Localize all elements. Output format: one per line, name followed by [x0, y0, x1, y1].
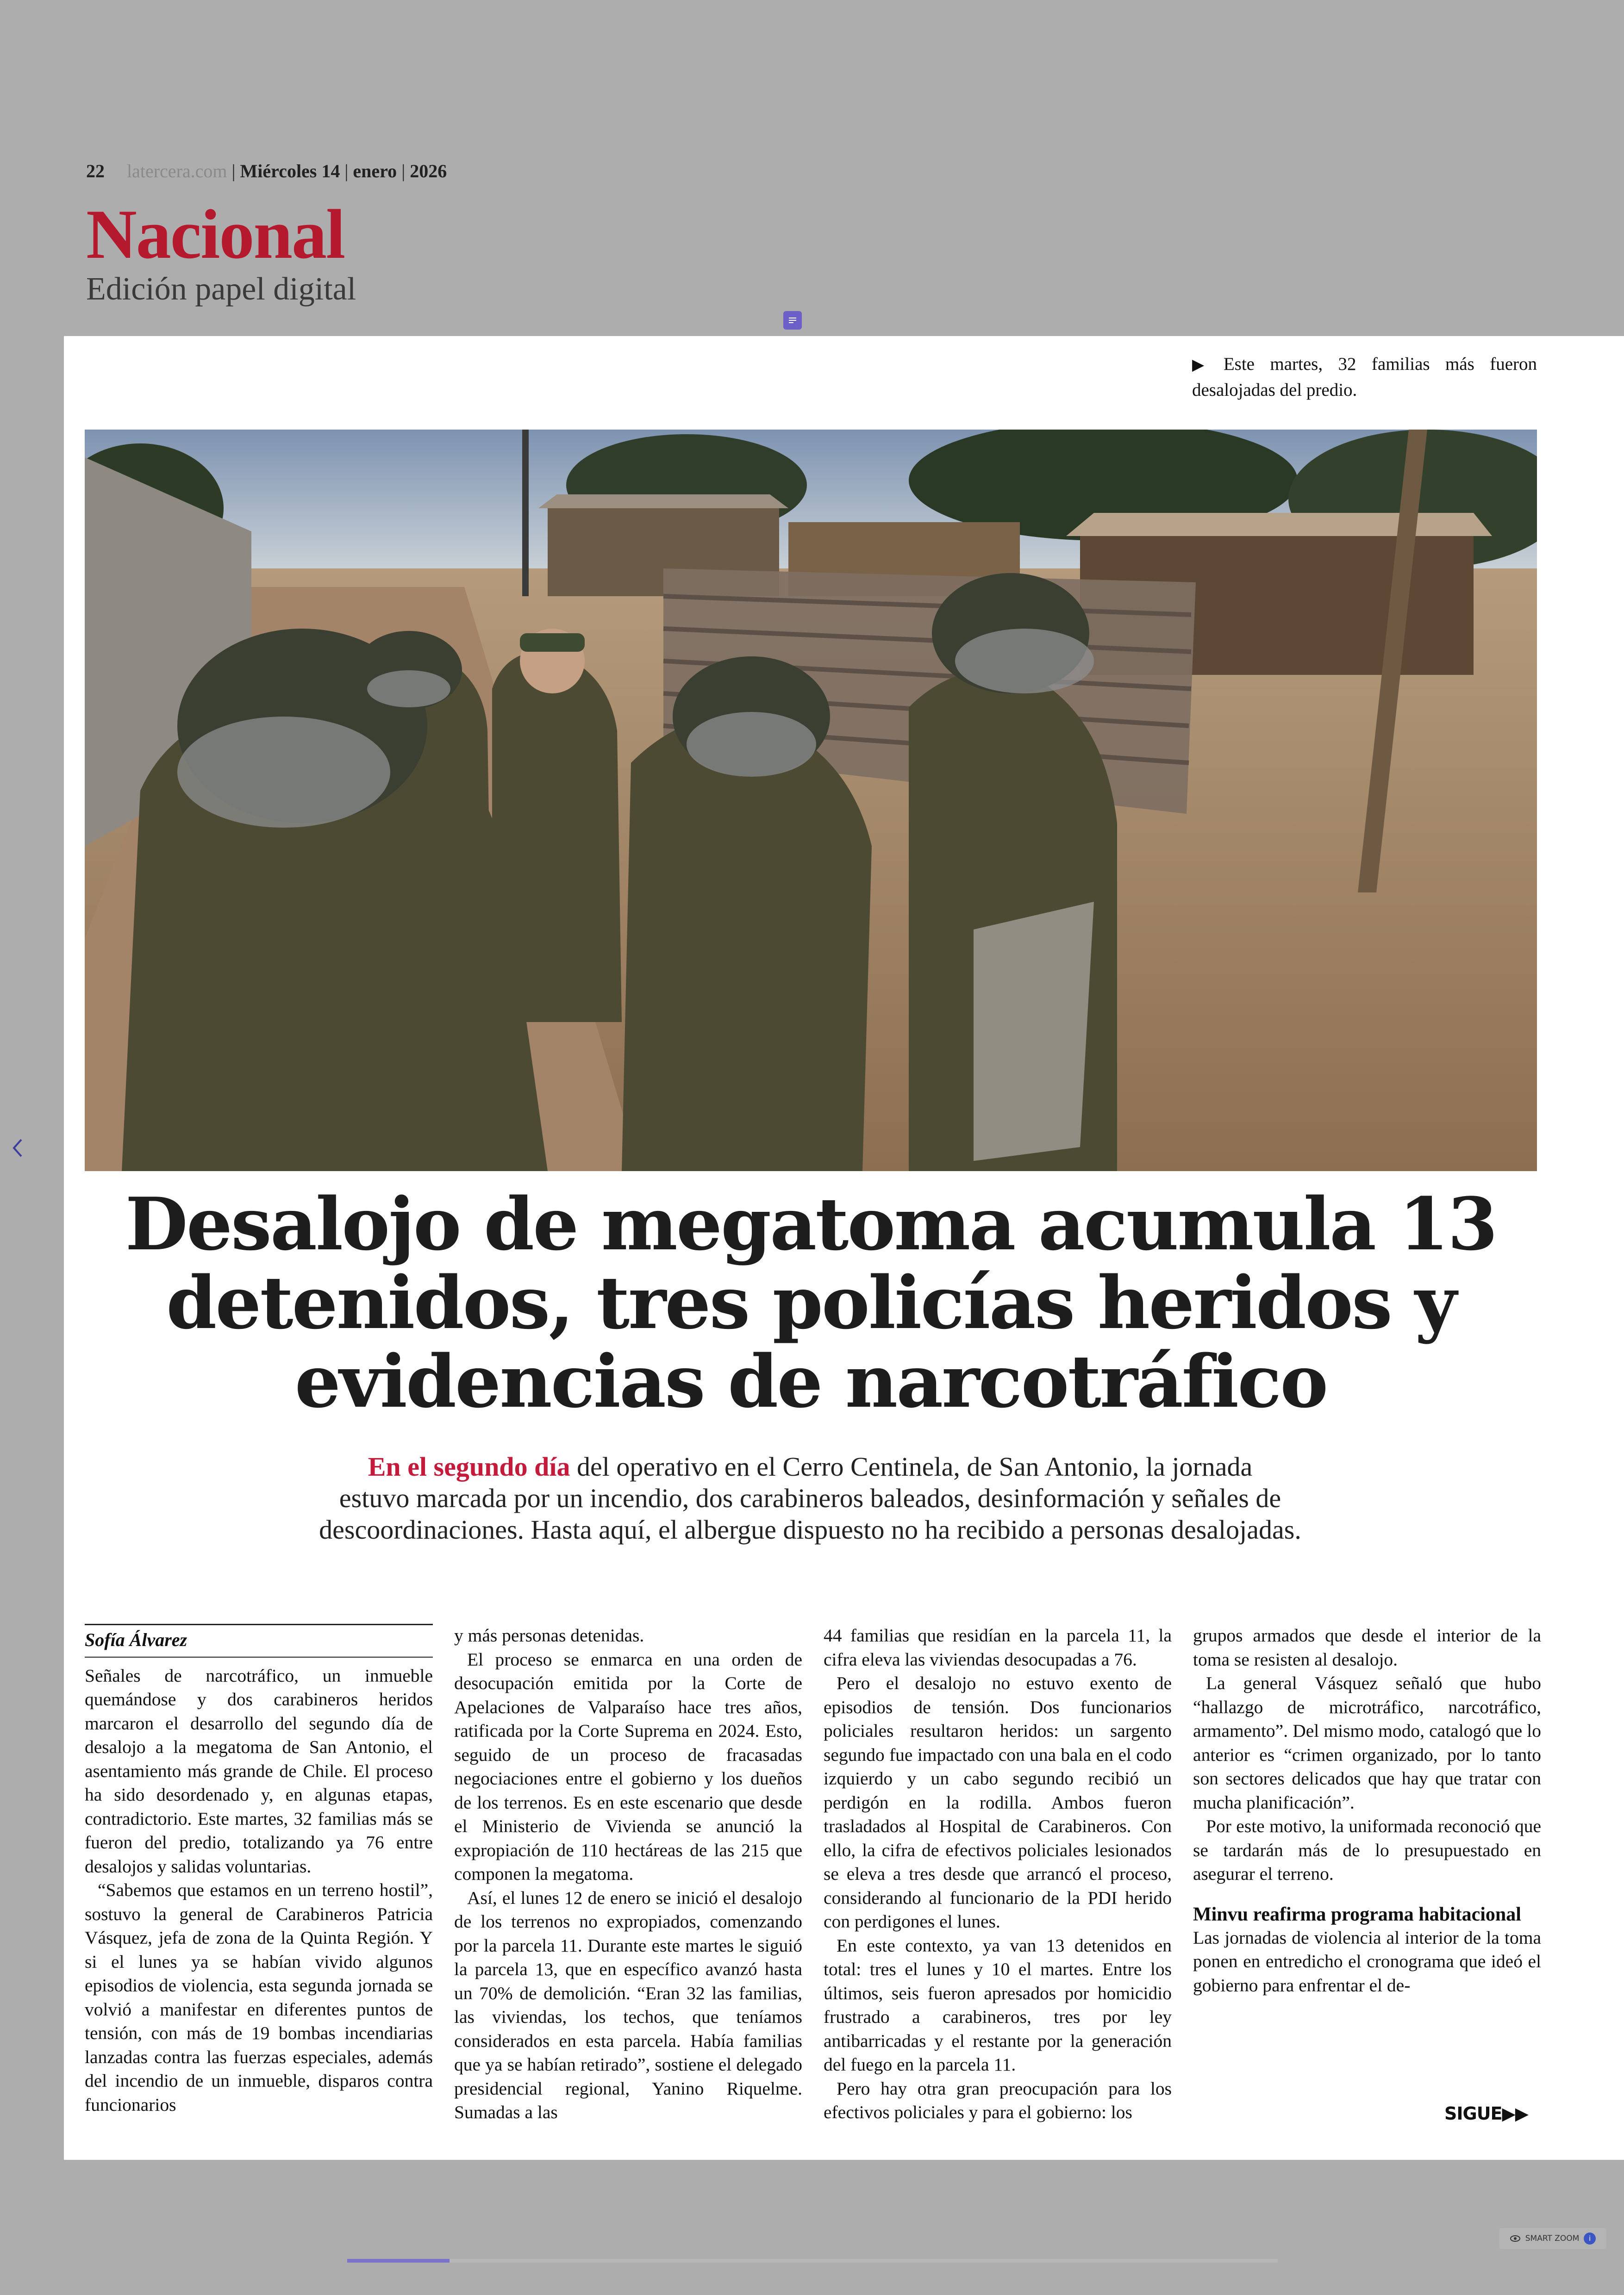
paragraph: Las jornadas de violencia al interior de la toma ponen en entredicho el cronograma que ideó el gobierno para enfrentar el de-: [1193, 1927, 1541, 1996]
paragraph: Señales de narcotráfico, un inmueble quemándose y dos carabineros heridos marcaron el desarrollo del segundo día de desalojo a la megatoma de San Antonio, el asentamiento más grande de Chile. El proceso ha sido desordenado y, en algunas etapas, contradictorio. Este martes, 32 familias más se fueron del predio, totalizando ya 76 entre desalojos y salidas voluntarias.: [85, 1665, 433, 1877]
lede-lead-in: En el segundo día: [368, 1452, 570, 1482]
lede-line-2: estuvo marcada por un incendio, dos carabineros baleados, desinformación y señales de: [339, 1483, 1281, 1513]
paragraph: grupos armados que desde el interior de la toma se resisten al desalojo.: [1193, 1625, 1541, 1670]
paragraph: Pero hay otra gran preocupación para los efectivos policiales y para el gobierno: los: [824, 2078, 1172, 2122]
issue-year: 2026: [410, 161, 447, 181]
headline-line-3: evidencias de narcotráfico: [294, 1339, 1327, 1424]
smart-zoom-label: SMART ZOOM: [1525, 2234, 1580, 2243]
issue-day: Miércoles 14: [240, 161, 340, 181]
subheading: Minvu reafirma programa habitacional: [1193, 1903, 1521, 1925]
paragraph: y más personas detenidas.: [454, 1625, 644, 1646]
headline-line-1: Desalojo de megatoma acumula 13: [125, 1182, 1497, 1266]
paragraph: Por este motivo, la uniformada reconoció que se tardarán más de lo presupuestado en asegurar el terreno.: [1193, 1816, 1541, 1884]
caption-arrow-icon: ▶: [1192, 356, 1215, 374]
smart-zoom-button[interactable]: [1499, 2228, 1606, 2249]
lede-line-3: descoordinaciones. Hasta aquí, el albergue dispuesto no ha recibido a personas desalojadas.: [319, 1515, 1301, 1545]
list-icon: [787, 316, 798, 324]
paragraph: El proceso se enmarca en una orden de desocupación emitida por la Corte de Apelaciones de Valparaíso hace tres años, ratificada por la Corte Suprema en 2024. Esto, seguido de un proceso de fracasadas negociaciones entre el gobierno y los dueños de los terrenos. Es en este escenario que desde el Ministerio de Vivienda se anunció la expropiación de 110 hectáreas de las 215 que componen la megatoma.: [454, 1649, 802, 1884]
paragraph: 44 familias que residían en la parcela 11, la cifra eleva las viviendas desocupadas a 76.: [824, 1625, 1172, 1670]
page-progress-fill: [347, 2259, 450, 2263]
chevron-left-icon: [12, 1138, 23, 1158]
issue-month: enero: [353, 161, 397, 181]
paragraph: Pero el desalojo no estuvo exento de episodios de tensión. Dos funcionarios policiales resultaron heridos: un sargento segundo fue impactado con una bala en el codo izquierdo y un cabo segundo recibió un perdigón en la rodilla. Ambos fueron trasladados al Hospital de Carabineros. Con ello, la cifra de efectivos policiales lesionados se eleva a tres desde que arrancó el proceso, considerando al funcionario de la PDI herido con perdigones el lunes.: [824, 1673, 1172, 1932]
double-arrow-icon: ▶▶: [1502, 2103, 1528, 2124]
byline: Sofía Álvarez: [85, 1624, 433, 1652]
newspaper-page: [64, 336, 1624, 2160]
page-progress-bar[interactable]: [347, 2259, 1278, 2263]
toc-button[interactable]: [783, 311, 802, 330]
edition-label: Edición papel digital: [86, 271, 356, 307]
page-number: 22: [86, 161, 105, 181]
lede: [241, 1451, 1380, 1546]
paragraph: La general Vásquez señaló que hubo “hallazgo de microtráfico, narcotráfico, armamento”. Del mismo modo, catalogó que lo anterior es “crimen organizado, por lo tanto son sectores delicados que hay que tratar con mucha planificación”.: [1193, 1673, 1541, 1813]
article-photo[interactable]: [85, 430, 1537, 1171]
column-2: [454, 1624, 802, 2125]
headline: [85, 1182, 1537, 1424]
paragraph: Así, el lunes 12 de enero se inició el desalojo de los terrenos no expropiados, comenzando por la parcela 11. Durante este martes le siguió la parcela 13, que en específico avanzó hasta un 70% de demolición. “Eran 32 las familias, las viviendas, los techos, que teníamos considerados en esta parcela. Había familias que ya se habían retirado”, sostiene el delegado presidencial regional, Yanino Riquelme. Sumadas a las: [454, 1887, 802, 2122]
site-name: latercera.com: [127, 161, 227, 181]
column-3: [824, 1624, 1172, 2125]
headline-line-2: detenidos, tres policías heridos y: [166, 1260, 1455, 1345]
paragraph: “Sabemos que estamos en un terreno hostil”, sostuvo la general de Carabineros Patricia Vásquez, jefa de zona de la Quinta Región. Y si el lunes ya se habían vivido algunos episodios de violencia, esta segunda jornada se volvió a manifestar en diferentes puntos de tensión, con más de 19 bombas incendiarias lanzadas contra las fuerzas especiales, además del incendio de un inmueble, disparos contra funcionarios: [85, 1880, 433, 2115]
column-4: [1193, 1624, 1541, 1997]
lede-line-1: del operativo en el Cerro Centinela, de San Antonio, la jornada: [570, 1452, 1253, 1482]
column-1: [85, 1624, 433, 2117]
police-photo-illustration: [85, 430, 1537, 1171]
paragraph: En este contexto, ya van 13 detenidos en total: tres el lunes y 10 el martes. Entre los últimos, seis fueron apresados por homicidio frustrado a carabineros, tres por ley antibarricadas y el restante por la generación del fuego en la parcela 11.: [824, 1935, 1172, 2075]
section-title: Nacional: [86, 195, 345, 273]
smart-zoom-info-badge[interactable]: i: [1584, 2233, 1596, 2245]
photo-caption: ▶ Este martes, 32 familias más fueron desalojadas del predio.: [1192, 354, 1537, 400]
eye-icon: [1510, 2235, 1521, 2242]
previous-page-button[interactable]: [4, 1134, 31, 1162]
issue-meta-line: 22 latercera.com | Miércoles 14 | enero | 2026: [86, 161, 447, 181]
continue-link[interactable]: SIGUE▶▶: [1444, 2103, 1528, 2124]
